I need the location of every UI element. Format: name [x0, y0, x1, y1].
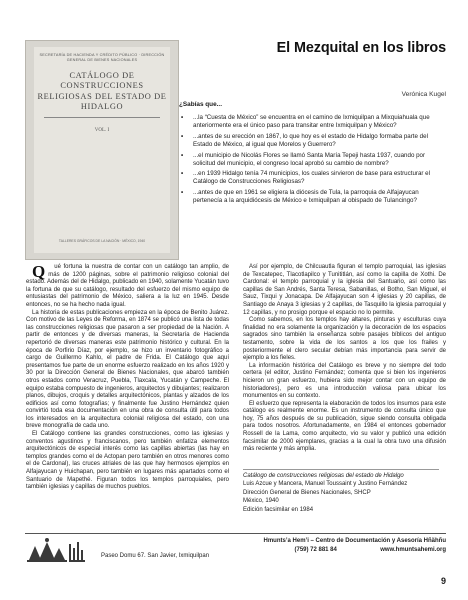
credits-edition: Edición facsimilar en 1984 — [243, 506, 314, 513]
bullet-icon: • — [181, 170, 184, 178]
book-cover-image — [25, 40, 179, 260]
footer-contact — [258, 537, 446, 555]
bullet-icon: • — [181, 189, 184, 197]
bullet-icon: • — [181, 151, 184, 159]
paragraph: El esfuerzo que representa la elaboración de todos los insumos para este catálogo es realmente enorme. Es un instrumento de consulta único que hoy, 75 años después de su publicación, sigue siendo consulta obligada para todos nosotros. Afortunadamente, en 1984 el entonces gobernador Rossell de la Lama, como arquitecto, vio su valor y publicó una edición facsimilar de 2000 ejemplares, gracias a la cual la obra tuvo una difusión más reciente y más amplia. — [243, 400, 446, 453]
cover-volume: VOL. I — [94, 127, 110, 133]
article-title: El Mezquital en los libros — [276, 40, 446, 56]
page-number: 9 — [440, 576, 446, 586]
credits-place-year: México, 1940 — [243, 498, 279, 505]
paragraph: Así por ejemplo, de Chilcuautla figuran el templo parroquial, las iglesias de Texcatepec, Tlacotlapilco y Tunititlán, así como la capilla de Xothi. De Cardonal: el templo parroquial y la iglesia del Santuario, así como las capillas de San Andrés, Santa Teresa, Sabanillas, el Botho, San Miguel, el Sauz, Tixqui y Jonacapa. De Alfajayucan son 4 iglesias y 20 capillas, de Santiago de Anaya 3 iglesias y 2 capillas, de Tasquillo la iglesia parroquial y 12 capillas, y no prosigo porque el espacio no lo permite. — [243, 264, 446, 316]
footer-contact-row — [258, 546, 446, 555]
paragraph: Como sabemos, en los templos hay altares, pinturas y esculturas cuya finalidad no era solamente la organización y la decoración de los espacios sagrados sino también la enseñanza sobre pasajes bíblicos del antiguo testamento, sobre la vida de los santos a los que los frailes y posteriormente el clero secular debían más importancia para servir de ejemplo a los fieles. — [243, 317, 446, 362]
book-credits — [243, 469, 439, 514]
footer-rule — [25, 533, 446, 534]
footer-address: Paseo Domu 67. San Javier, Ixmiquilpan — [101, 553, 210, 559]
question-item: • ...el municipio de Nicolás Flores se llamó Santa María Tepeji hasta 1937, cuando por solicitud del municipio, el congreso local aprobó su cambio de nombre? — [181, 151, 426, 167]
credits-authors: Luis Azcue y Mancera, Manuel Toussaint y Justino Fernández — [243, 481, 408, 488]
book-cover-inner — [34, 47, 170, 253]
footer-website-link[interactable]: www.hmuntsahemi.org — [380, 547, 446, 553]
question-item: • ...la “Cuesta de México” se encuentra en el camino de Ixmiquilpan a Mixquiahuala que anteriormente era el único paso para transitar entre Ixmiquilpan y México? — [181, 114, 430, 129]
question-item: • ...antes de su erección en 1867, lo que hoy es el estado de Hidalgo formaba parte del Estado de México, al igual que Morelos y Guerrero? — [181, 132, 428, 148]
drop-cap: Q — [32, 262, 46, 281]
question-item: • ...en 1939 Hidalgo tenía 74 municipios, los cuales sirvieron de base para estructurar el Catálogo de Construcciones Religiosas? — [181, 170, 430, 186]
organization-logo-icon — [25, 536, 101, 565]
paragraph: El Catálogo contiene las grandes construcciones, como las iglesias y conventos agustinos y franciscanos, pero también enfatiza elementos arquitectónicos de especial interés como las capillas abiertas (las hay en templos grandes como el de Actopan pero también en otros menores como el de Cardonal), las cruces atriales de las que hay hermosos ejemplos en Alfajayucan y Huichapan, pero también en lugares más apartados como el Santuario de Mapethé. Figuran todos los templos parroquiales, pero también iglesias y capillas de muchos pueblos. — [26, 431, 229, 491]
paragraph: Q ué fortuna la nuestra de contar con un catálogo tan amplio, de más de 1200 páginas, sobre el patrimonio religioso colonial del estado. Además del de Hidalgo, publicado en 1940, solamente Yucatán tuvo la fortuna de que su catálogo, resultado del esfuerzo del mismo equipo de entusiastas del patrimonio de México, saliera a la luz en 1945. Desde entonces, no se ha hecho nada igual. — [26, 262, 229, 308]
paragraph: La información histórica del Catálogo es breve y no siempre del todo certera (el editor, Justino Fernández; comenta que si bien los ingenieros hicieron un gran esfuerzo, hubiera sido mejor contar con un equipo de historiadores), pero es una introducción valiosa para ubicar los monumentos en su contexto. — [243, 362, 446, 400]
question-item: • ...antes de que en 1961 se eligiera la diócesis de Tula, la parroquia de Alfajayucan pertenecía a la arquidiócesis de México e Ixmiquilpan al obispado de Tulancingo? — [181, 189, 419, 205]
bullet-icon: • — [181, 114, 184, 121]
cover-title: CATÁLOGO DE CONSTRUCCIONES RELIGIOSAS DEL ESTADO DE HIDALGO — [37, 71, 167, 112]
cover-imprint: TALLERES GRÁFICOS DE LA NACIÓN · MÉXICO, 1940 — [58, 239, 146, 243]
bullet-icon: • — [181, 132, 184, 140]
article-column-left — [26, 264, 229, 492]
cover-publisher: SECRETARÍA DE HACIENDA Y CRÉDITO PÚBLICO · DIRECCIÓN GENERAL DE BIENES NACIONALES — [39, 53, 165, 62]
questions-heading: ¿Sabías que... — [179, 101, 222, 108]
article-column-right — [243, 264, 446, 454]
footer-phone: (759) 72 881 84 — [294, 547, 337, 553]
credits-book-title: Catálogo de construcciones religiosas del estado de Hidalgo — [243, 473, 404, 479]
article-author: Verónica Kugel — [401, 91, 446, 98]
cover-rule — [44, 117, 160, 118]
credits-publisher: Dirección General de Bienes Nacionales, SHCP — [243, 489, 371, 496]
footer-organization: Hmunts’a Hem’i – Centro de Documentación y Asesoría Hñähñu — [263, 538, 446, 544]
questions-list — [179, 114, 446, 208]
paragraph: La historia de estas publicaciones empieza en la época de Benito Juárez. Con motivo de las Leyes de Reforma, en 1874 se publicó una lista de todas las construcciones religiosas que pasaron a ser propiedad de la Nación. A partir de entonces y de diversas maneras, la Secretaría de Hacienda repertorió de diversas maneras este patrimonio histórico y cultural. En la época de Porfirio Díaz, por ejemplo, se hizo un inventario fotográfico a cargo de Guillermo Kahlo, el padre de Frida. El Catálogo que aquí presentamos fue parte de un enorme esfuerzo realizado en los años 1920 y 30 por la Dirección General de Bienes Nacionales, que abarcó también otros estados como Veracruz, Puebla, Tlaxcala, Yucatán y Campeche. El equipo estaba compuesto de ingenieros, arquitectos y dibujantes; realizaron planos, dibujos, croquis y detalles arquitectónicos, plantas y alzados de los edificios así como fotografías; y finalmente fue Justino Hernández quien convirtió toda esa documentación en una obra de consulta útil para todos los interesados en la arquitectura colonial religiosa del estado, con una breve monografía de cada uno. — [26, 309, 229, 430]
